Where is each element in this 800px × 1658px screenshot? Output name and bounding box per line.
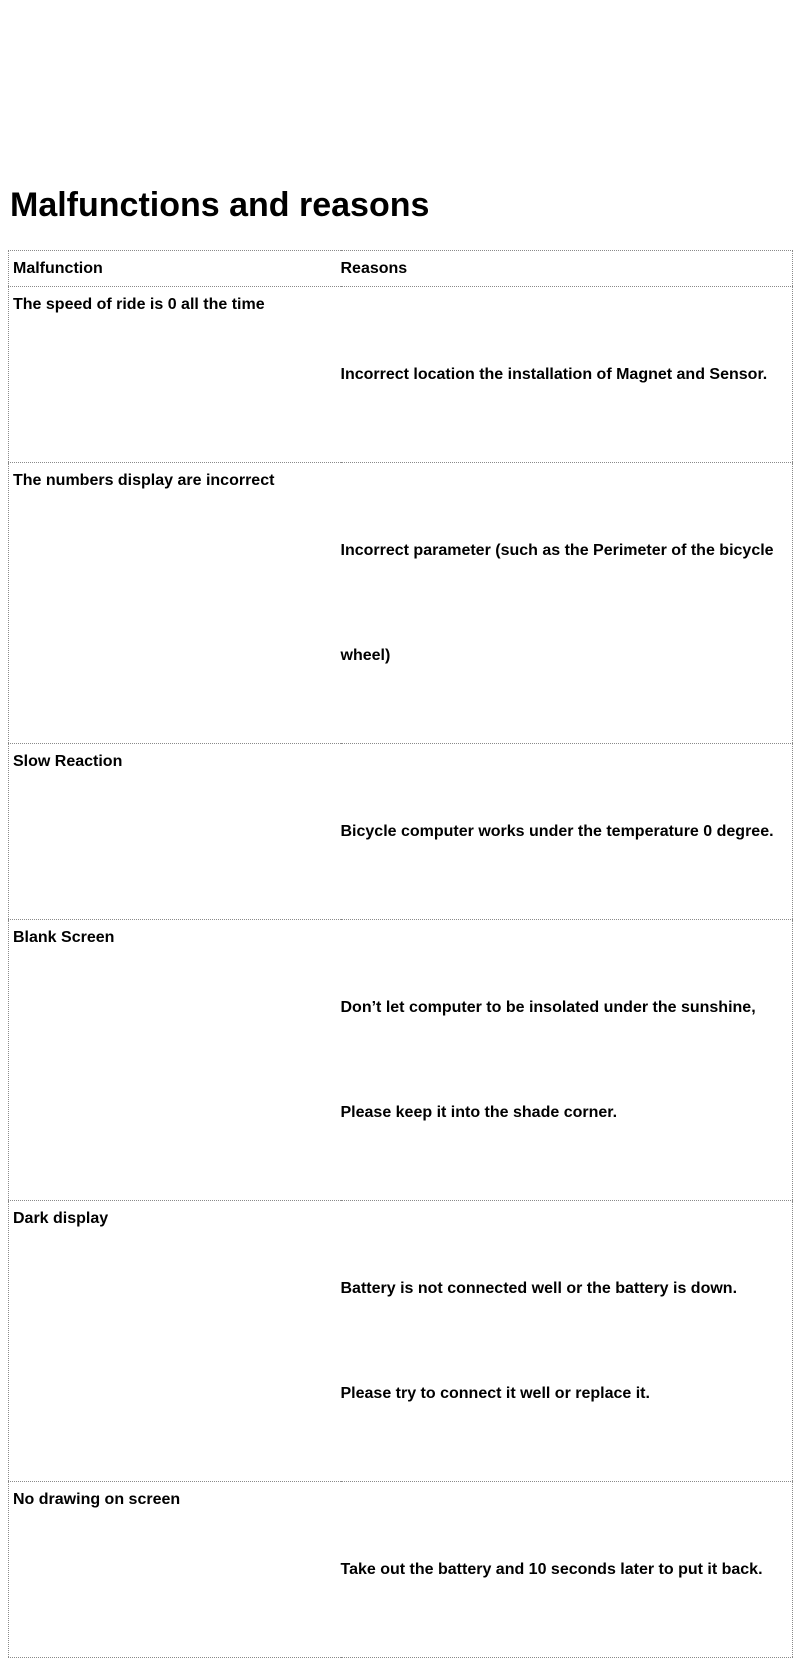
reason-line: Please try to connect it well or replace it. [340,1385,650,1402]
malfunction-cell: Blank Screen [9,920,341,1201]
reason-line: Take out the battery and 10 seconds later to put it back. [340,1561,763,1578]
table-row-speed-zero [9,287,793,463]
malfunction-cell: Slow Reaction [9,744,341,920]
reasons-cell [341,1201,793,1482]
table-row-numbers-incorrect [9,463,793,744]
table-row-slow-reaction [9,744,793,920]
reason-line: Please keep it into the shade corner. [340,1104,618,1121]
reasons-cell [341,1482,793,1658]
table-header-row [9,251,793,287]
reason-line: Battery is not connected well or the battery is down. [340,1280,738,1297]
reason-line: Bicycle computer works under the temperature 0 degree. [340,823,774,840]
reasons-cell [341,287,793,463]
table-row-blank-screen [9,920,793,1201]
column-header-reasons: Reasons [341,251,793,287]
column-header-malfunction: Malfunction [9,251,341,287]
reasons-cell [341,463,793,744]
reasons-cell [341,920,793,1201]
page-title: Malfunctions and reasons [10,186,430,224]
malfunction-cell: The numbers display are incorrect [9,463,341,744]
reason-line: Incorrect parameter (such as the Perimeter of the bicycle [340,542,774,559]
malfunctions-table [8,250,793,1658]
table-row-dark-display [9,1201,793,1482]
reason-line: wheel) [340,647,391,664]
malfunction-cell: No drawing on screen [9,1482,341,1658]
reason-line: Incorrect location the installation of Magnet and Sensor. [340,366,768,383]
malfunction-cell: The speed of ride is 0 all the time [9,287,341,463]
table-row-no-drawing [9,1482,793,1658]
malfunction-cell: Dark display [9,1201,341,1482]
reasons-cell [341,744,793,920]
reason-line: Don’t let computer to be insolated under the sunshine, [340,999,756,1016]
